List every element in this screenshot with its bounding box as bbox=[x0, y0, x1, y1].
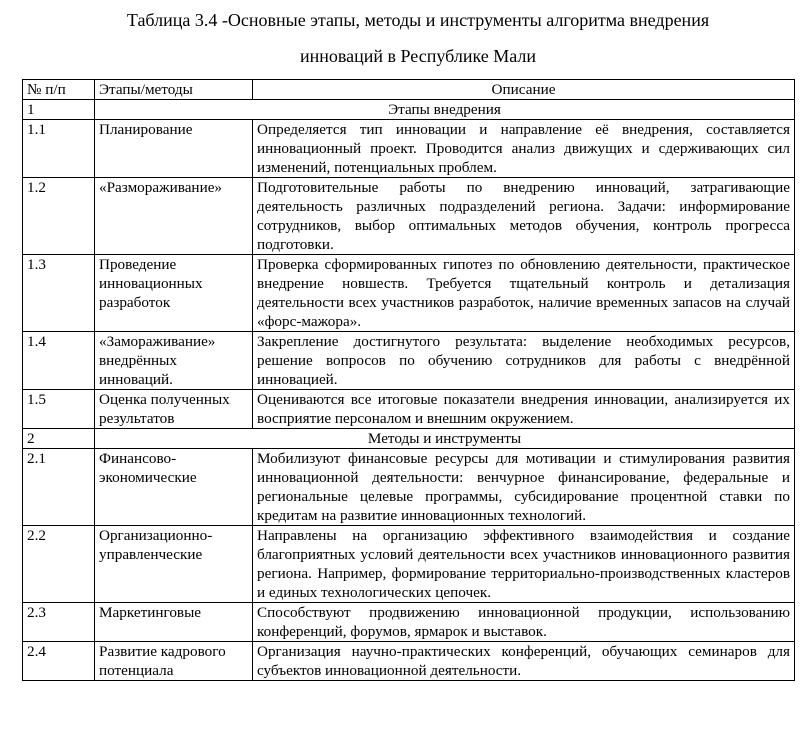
table-row bbox=[23, 390, 795, 429]
header-number: № п/п bbox=[23, 80, 95, 100]
row-number: 1.5 bbox=[23, 390, 95, 429]
row-description: Оцениваются все итоговые показатели внедрения инновации, анализируется их восприятие персоналом и внешним окружением. bbox=[253, 390, 795, 429]
row-number: 1.2 bbox=[23, 178, 95, 255]
table-row bbox=[23, 449, 795, 526]
row-stage: «Замораживание» внедрённых инноваций. bbox=[95, 332, 253, 390]
table-row bbox=[23, 526, 795, 603]
row-number: 2.4 bbox=[23, 642, 95, 681]
table-caption: Таблица 3.4 -Основные этапы, методы и инструменты алгоритма внедрения bbox=[126, 10, 710, 30]
row-number: 2.3 bbox=[23, 603, 95, 642]
table-header-row bbox=[23, 80, 795, 100]
section-number: 2 bbox=[23, 429, 95, 449]
section-number: 1 bbox=[23, 100, 95, 120]
row-description: Направлены на организацию эффективного взаимодействия и создание благоприятных условий деятельности всех участников инновационного развития региона. Например, формирование территориально-производственных кластеров и единых технологических цепочек. bbox=[253, 526, 795, 603]
section-row bbox=[23, 429, 795, 449]
row-description: Проверка сформированных гипотез по обновлению деятельности, практическое внедрение новшеств. Требуется тщательный контроль и детализация деятельности всех участников разработок, наличие временных запасов на случай «форс-мажора». bbox=[253, 255, 795, 332]
row-stage: Проведение инновационных разработок bbox=[95, 255, 253, 332]
row-description: Организация научно-практических конференций, обучающих семинаров для субъектов инновационной деятельности. bbox=[253, 642, 795, 681]
row-number: 2.1 bbox=[23, 449, 95, 526]
row-description: Способствуют продвижению инновационной продукции, использованию конференций, форумов, ярмарок и выставок. bbox=[253, 603, 795, 642]
innovation-table bbox=[22, 79, 795, 681]
table-row bbox=[23, 603, 795, 642]
table-caption-continued: инноваций в Республике Мали bbox=[299, 46, 537, 66]
row-description: Подготовительные работы по внедрению инноваций, затрагивающие деятельность различных подразделений региона. Задачи: информирование сотрудников, выбор оптимальных методов обучения, контроль прогресса подготовки. bbox=[253, 178, 795, 255]
table-row bbox=[23, 120, 795, 178]
row-stage: Планирование bbox=[95, 120, 253, 178]
row-number: 1.4 bbox=[23, 332, 95, 390]
header-description: Описание bbox=[253, 80, 795, 100]
row-number: 1.1 bbox=[23, 120, 95, 178]
table-row bbox=[23, 642, 795, 681]
row-method: Организационно-управленческие bbox=[95, 526, 253, 603]
row-description: Мобилизуют финансовые ресурсы для мотивации и стимулирования развития инновационной деятельности: венчурное финансирование, федеральные и региональные целевые программы, субсидирование процентной ставки по кредитам на развитие инновационных технологий. bbox=[253, 449, 795, 526]
row-number: 1.3 bbox=[23, 255, 95, 332]
section-title: Методы и инструменты bbox=[95, 429, 795, 449]
table-row bbox=[23, 332, 795, 390]
row-method: Маркетинговые bbox=[95, 603, 253, 642]
row-method: Развитие кадрового потенциала bbox=[95, 642, 253, 681]
row-stage: Оценка полученных результатов bbox=[95, 390, 253, 429]
row-method: Финансово-экономические bbox=[95, 449, 253, 526]
section-title: Этапы внедрения bbox=[95, 100, 795, 120]
row-description: Закрепление достигнутого результата: выделение необходимых ресурсов, решение вопросов по обучению сотрудников для работы с внедрённой инновацией. bbox=[253, 332, 795, 390]
header-stage: Этапы/методы bbox=[95, 80, 253, 100]
row-number: 2.2 bbox=[23, 526, 95, 603]
table-row bbox=[23, 178, 795, 255]
table-row bbox=[23, 255, 795, 332]
row-description: Определяется тип инновации и направление её внедрения, составляется инновационный проект. Проводится анализ движущих и сдерживающих сил изменений, потенциальных проблем. bbox=[253, 120, 795, 178]
section-row bbox=[23, 100, 795, 120]
row-stage: «Размораживание» bbox=[95, 178, 253, 255]
